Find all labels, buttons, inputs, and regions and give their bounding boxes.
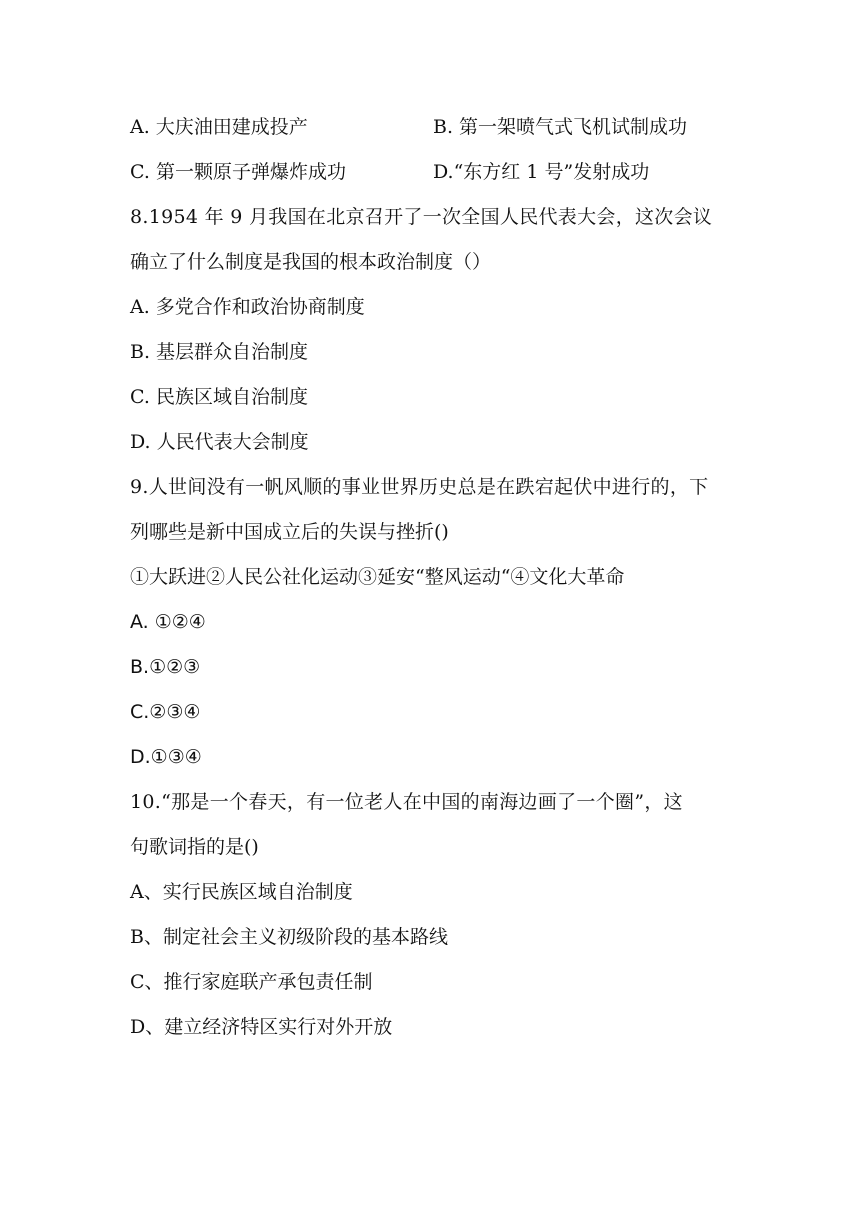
- q7-option-b: B. 第一架喷气式飞机试制成功: [433, 116, 688, 138]
- q7-option-c: C. 第一颗原子弹爆炸成功: [130, 161, 346, 183]
- q8-stem-line2: 确立了什么制度是我国的根本政治制度（）: [130, 251, 492, 273]
- q8-option-c: C. 民族区域自治制度: [130, 386, 308, 408]
- q8-option-a: A. 多党合作和政治协商制度: [130, 296, 365, 318]
- q7-option-a: A. 大庆油田建成投产: [130, 116, 308, 138]
- q8-option-d: D. 人民代表大会制度: [130, 431, 309, 453]
- q10-option-b: B、制定社会主义初级阶段的基本路线: [130, 926, 448, 948]
- q10-option-d: D、建立经济特区实行对外开放: [130, 1016, 393, 1038]
- q10-option-a: A、实行民族区域自治制度: [130, 881, 353, 903]
- q10-option-c: C、推行家庭联产承包责任制: [130, 971, 373, 993]
- q9-items-line: ①大跃进②人民公社化运动③延安“整风运动“④文化大革命: [130, 566, 625, 588]
- q7-option-d: D.“东方红 1 号”发射成功: [433, 161, 650, 183]
- q9-option-a: A. ①②④: [130, 611, 206, 633]
- q10-stem-line1: 10.“那是一个春天，有一位老人在中国的南海边画了一个圈”，这: [130, 791, 683, 813]
- q9-stem-line1: 9.人世间没有一帆风顺的事业世界历史总是在跌宕起伏中进行的，下: [130, 476, 709, 498]
- q8-option-b: B. 基层群众自治制度: [130, 341, 309, 363]
- q8-stem-line1: 8.1954 年 9 月我国在北京召开了一次全国人民代表大会，这次会议: [130, 206, 713, 228]
- q9-option-c: C.②③④: [130, 701, 201, 723]
- q10-stem-line2: 句歌词指的是(): [130, 836, 259, 858]
- q9-option-b: B.①②③: [130, 656, 201, 678]
- q9-stem-line2: 列哪些是新中国成立后的失误与挫折(): [130, 521, 449, 543]
- q9-option-d: D.①③④: [130, 746, 202, 768]
